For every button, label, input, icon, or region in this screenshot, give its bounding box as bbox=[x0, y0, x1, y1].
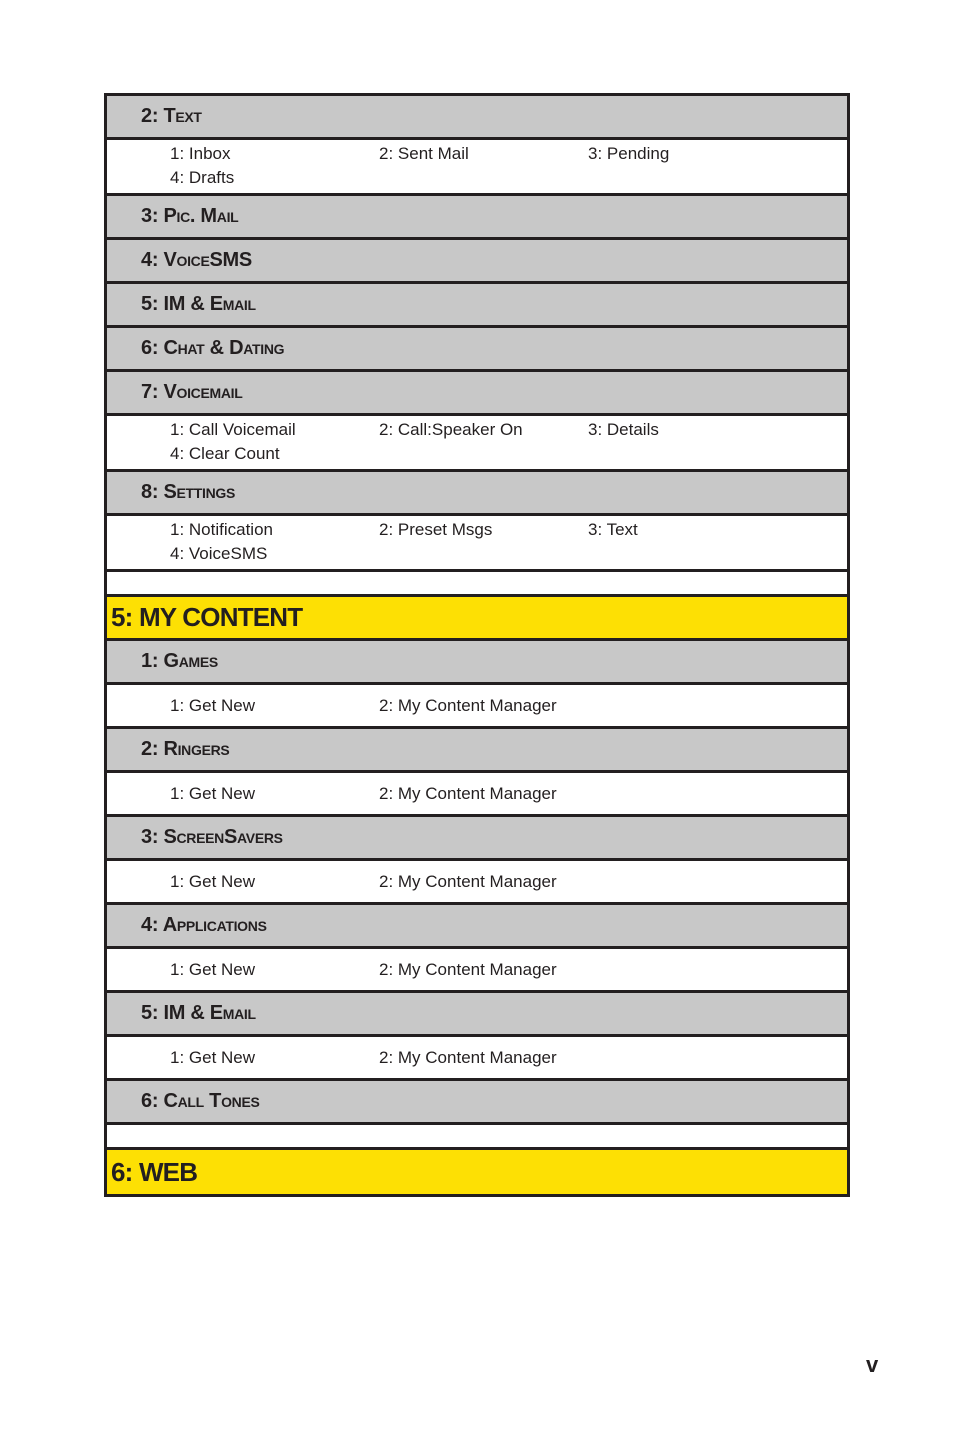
submenu-items-voicemail bbox=[107, 416, 847, 472]
menu-item: 1: Inbox bbox=[170, 144, 231, 163]
menu-item: 3: Text bbox=[588, 520, 638, 539]
submenu-header-chat-dating bbox=[107, 328, 847, 372]
submenu-header-voicemail bbox=[107, 372, 847, 416]
page-number: v bbox=[866, 1352, 879, 1377]
menu-item: 4: Clear Count bbox=[170, 444, 280, 463]
submenu-items-games bbox=[107, 685, 847, 729]
submenu-header-games bbox=[107, 641, 847, 685]
menu-item: 2: My Content Manager bbox=[379, 696, 557, 715]
section-title: 5: MY CONTENT bbox=[111, 602, 303, 632]
submenu-items-ringers bbox=[107, 773, 847, 817]
section-title: 6: WEB bbox=[111, 1156, 198, 1187]
menu-item: 2: My Content Manager bbox=[379, 1048, 557, 1067]
submenu-title: 8: Settings bbox=[141, 481, 236, 503]
submenu-items-content-im-email bbox=[107, 1037, 847, 1081]
menu-item: 2: Call:Speaker On bbox=[379, 420, 523, 439]
section-spacer bbox=[107, 1125, 847, 1150]
menu-item: 3: Pending bbox=[588, 144, 670, 163]
menu-item: 2: My Content Manager bbox=[379, 872, 557, 891]
submenu-title: 3: Pic. Mail bbox=[141, 205, 239, 227]
submenu-items-settings bbox=[107, 516, 847, 572]
submenu-header-voicesms bbox=[107, 240, 847, 284]
menu-item: 2: My Content Manager bbox=[379, 784, 557, 803]
menu-item: 3: Details bbox=[588, 420, 659, 439]
submenu-title: 6: Call Tones bbox=[141, 1090, 260, 1112]
submenu-items-screensavers bbox=[107, 861, 847, 905]
menu-outline-table bbox=[104, 93, 850, 1197]
submenu-items-applications bbox=[107, 949, 847, 993]
section-spacer bbox=[107, 572, 847, 597]
menu-item: 1: Get New bbox=[170, 1048, 256, 1067]
submenu-header-pic-mail bbox=[107, 196, 847, 240]
submenu-title: 7: Voicemail bbox=[141, 381, 243, 403]
submenu-title: 1: Games bbox=[141, 650, 218, 672]
menu-item: 4: VoiceSMS bbox=[170, 544, 268, 563]
menu-item: 2: Sent Mail bbox=[379, 144, 469, 163]
menu-item: 4: Drafts bbox=[170, 168, 235, 187]
section-header-my-content bbox=[107, 597, 847, 641]
submenu-title: 5: IM & Email bbox=[141, 293, 256, 315]
submenu-header-call-tones bbox=[107, 1081, 847, 1125]
submenu-header-content-im-email bbox=[107, 993, 847, 1037]
menu-item: 1: Get New bbox=[170, 872, 256, 891]
submenu-title: 3: ScreenSavers bbox=[141, 826, 283, 848]
submenu-title: 2: Ringers bbox=[141, 738, 230, 760]
submenu-title: 6: Chat & Dating bbox=[141, 337, 285, 359]
submenu-title: 4: VoiceSMS bbox=[141, 249, 252, 271]
menu-item: 1: Notification bbox=[170, 520, 273, 539]
submenu-header-settings bbox=[107, 472, 847, 516]
menu-item: 1: Get New bbox=[170, 960, 256, 979]
submenu-title: 2: Text bbox=[141, 105, 202, 127]
submenu-header-im-email bbox=[107, 284, 847, 328]
submenu-title: 4: Applications bbox=[141, 914, 267, 936]
submenu-header-ringers bbox=[107, 729, 847, 773]
menu-item: 1: Get New bbox=[170, 696, 256, 715]
submenu-items-text bbox=[107, 140, 847, 196]
menu-item: 2: Preset Msgs bbox=[379, 520, 493, 539]
section-header-web bbox=[107, 1150, 847, 1194]
menu-item: 1: Call Voicemail bbox=[170, 420, 296, 439]
submenu-header-text bbox=[107, 96, 847, 140]
menu-item: 1: Get New bbox=[170, 784, 256, 803]
submenu-header-applications bbox=[107, 905, 847, 949]
menu-item: 2: My Content Manager bbox=[379, 960, 557, 979]
submenu-title: 5: IM & Email bbox=[141, 1002, 256, 1024]
submenu-header-screensavers bbox=[107, 817, 847, 861]
